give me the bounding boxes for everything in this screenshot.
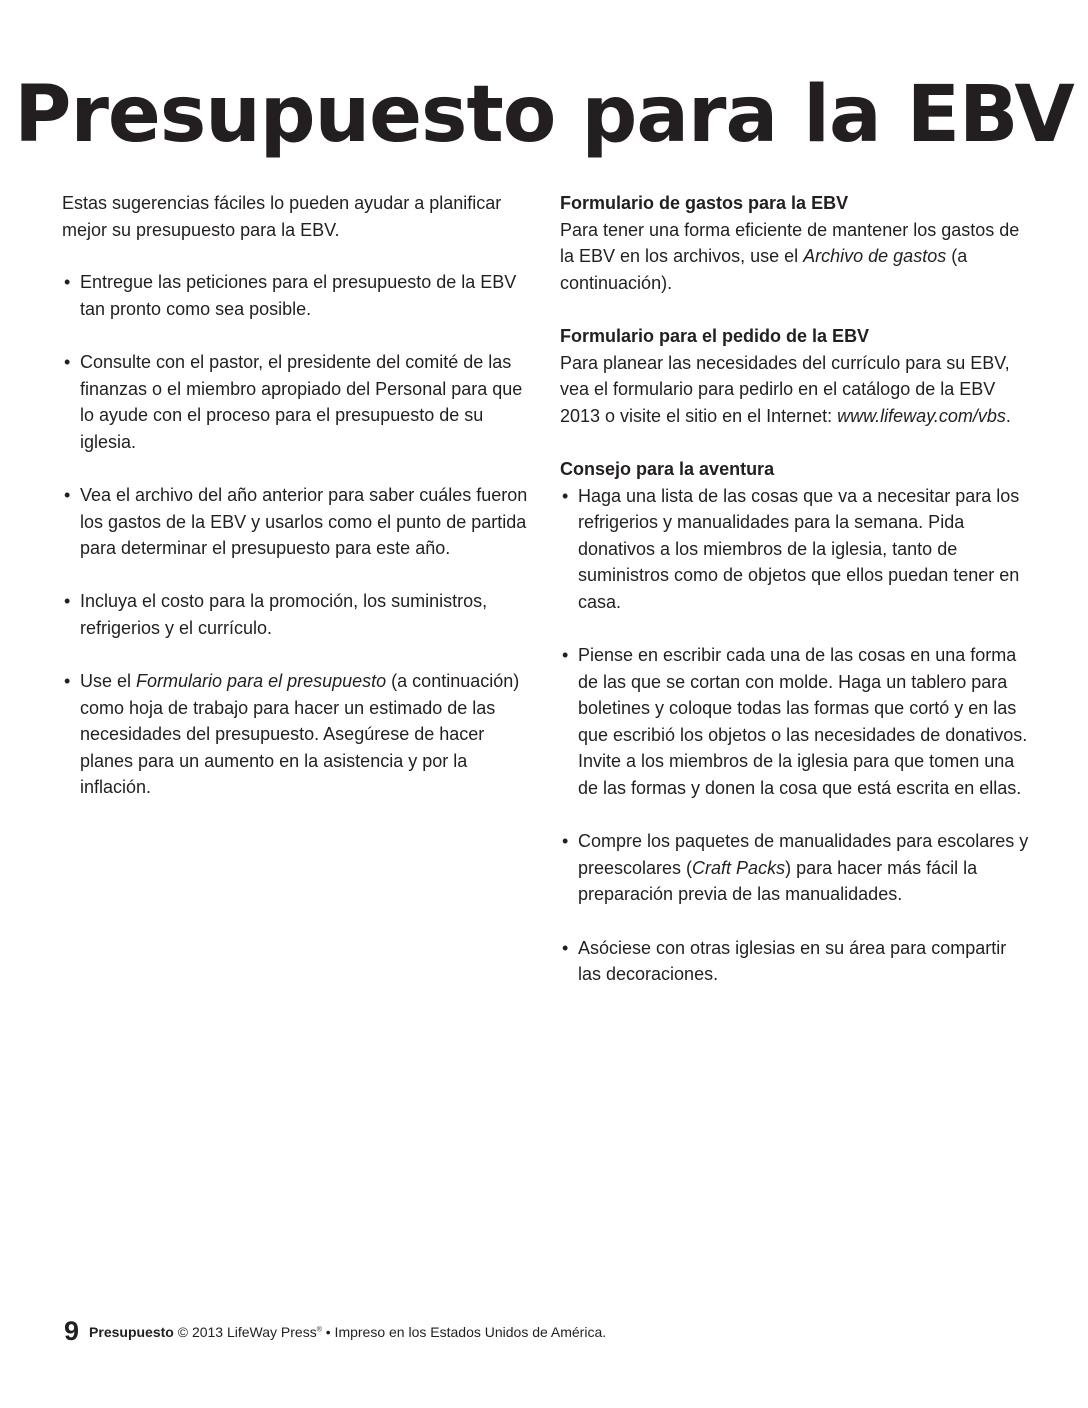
list-item: • Asóciese con otras iglesias en su área para compartir las decoraciones.	[560, 935, 1030, 988]
footer-imprint: • Impreso en los Estados Unidos de América.	[321, 1324, 607, 1340]
bullet-icon: •	[64, 484, 71, 505]
expenses-section	[560, 190, 1030, 296]
list-item: • Vea el archivo del año anterior para saber cuáles fueron los gastos de la EBV y usarlos como el punto de partida para determinar el presupuesto para este año.	[62, 482, 532, 562]
footer-section-name: Presupuesto	[89, 1324, 174, 1340]
tips-list	[62, 269, 532, 801]
adventure-tips-list	[560, 483, 1030, 988]
list-item: • Compre los paquetes de manualidades para escolares y preescolares (Craft Packs) para hacer más fácil la preparación previa de las manualidades.	[560, 828, 1030, 908]
bullet-icon: •	[562, 485, 569, 506]
intro-paragraph: Estas sugerencias fáciles lo pueden ayudar a planificar mejor su presupuesto para la EBV.	[62, 193, 502, 240]
right-column	[560, 190, 1030, 1014]
bullet-icon: •	[64, 591, 71, 612]
list-item: • Use el Formulario para el presupuesto (a continuación) como hoja de trabajo para hacer un estimado de las necesidades del presupuesto. Asegúrese de hacer planes para un aumento en la asistencia y por la inflación.	[62, 668, 532, 801]
section-heading: Formulario de gastos para la EBV	[560, 193, 849, 213]
bullet-icon: •	[64, 351, 71, 372]
footer-copyright: © 2013 LifeWay Press	[173, 1324, 317, 1340]
bullet-icon: •	[562, 937, 569, 958]
section-body: Para tener una forma eficiente de mantener los gastos de la EBV en los archivos, use el Archivo de gastos (a continuación).	[560, 219, 1020, 293]
bullet-icon: •	[64, 272, 71, 293]
list-item: • Consulte con el pastor, el presidente del comité de las finanzas o el miembro apropiado del Personal para que lo ayude con el proceso para el presupuesto de su iglesia.	[62, 349, 532, 455]
section-heading: Consejo para la aventura	[560, 458, 775, 479]
order-section	[560, 323, 1030, 429]
page-number: 9	[64, 1316, 80, 1346]
registered-mark: ®	[316, 1326, 322, 1334]
adventure-tips-section	[560, 456, 1030, 988]
list-item: • Haga una lista de las cosas que va a necesitar para los refrigerios y manualidades para la semana. Pida donativos a los miembros de la iglesia, tanto de suministros como de objetos que ellos puedan tener en casa.	[560, 483, 1030, 616]
list-item: • Piense en escribir cada una de las cosas en una forma de las que se cortan con molde. Haga un tablero para boletines y coloque todas las formas que cortó y en las que escribió los objetos o las necesidades de donativos. Invite a los miembros de la iglesia para que tomen una de las formas y donen la cosa que está escrita en ellas.	[560, 642, 1030, 802]
bullet-icon: •	[64, 671, 71, 692]
section-body: Para planear las necesidades del currículo para su EBV, vea el formulario para pedirlo en el catálogo de la EBV 2013 o visite el sitio en el Internet: www.lifeway.com/vbs.	[560, 352, 1011, 426]
page-footer	[64, 1316, 606, 1347]
website-link: www.lifeway.com/vbs	[837, 405, 1006, 426]
left-column	[62, 190, 532, 828]
page-title: Presupuesto para la EBV	[14, 70, 1074, 160]
list-item: • Incluya el costo para la promoción, los suministros, refrigerios y el currículo.	[62, 588, 532, 641]
bullet-icon: •	[562, 831, 569, 852]
list-item: • Entregue las peticiones para el presupuesto de la EBV tan pronto como sea posible.	[62, 269, 532, 322]
section-heading: Formulario para el pedido de la EBV	[560, 325, 870, 346]
bullet-icon: •	[562, 645, 569, 666]
